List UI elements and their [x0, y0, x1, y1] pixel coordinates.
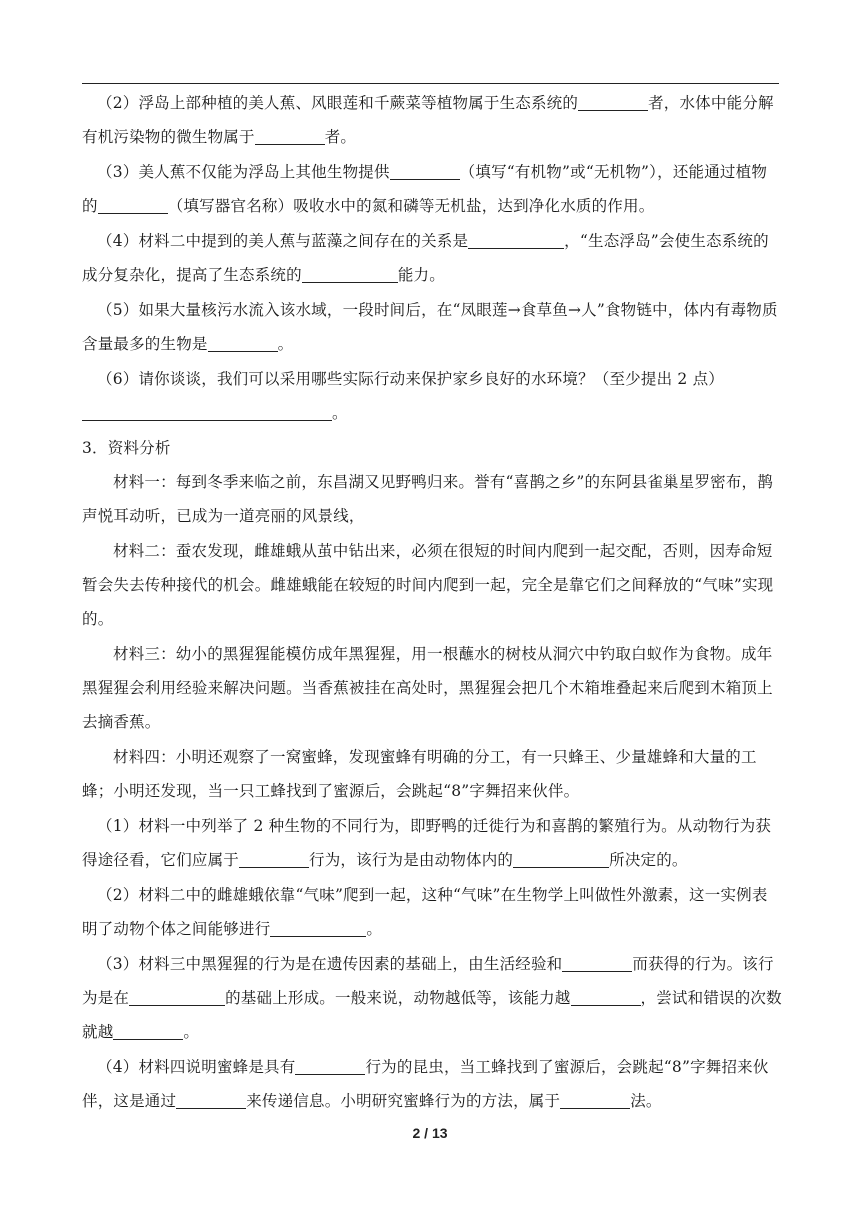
material-4: 材料四：小明还观察了一窝蜜蜂，发现蜜蜂有明确的分工，有一只蜂王、少量雄蜂和大量的工蜂；小明还发现，当一只工蜂找到了蜜源后，会跳起“8”字舞招来伙伴。 — [82, 748, 757, 800]
question-3-1 — [82, 809, 782, 877]
text: （1）材料一中列举了 2 种生物的不同行为，即野鸭的迁徙行为和喜鹊的繁殖行为。从动物行为获得途径看，它们应属于 — [82, 817, 772, 869]
text: （2）浮岛上部种植的美人蕉、风眼莲和千蕨菜等植物属于生态系统的 — [97, 94, 579, 112]
question-2-4 — [82, 224, 782, 292]
question-3-3 — [82, 947, 782, 1049]
answer-blank[interactable] — [255, 126, 325, 145]
answer-blank[interactable] — [176, 1090, 246, 1109]
answer-blank[interactable] — [208, 333, 278, 352]
text: （5）如果大量核污水流入该水域，一段时间后，在“凤眼莲→食草鱼→人”食物链中，体内有毒物质含量最多的生物是 — [82, 301, 778, 353]
text: ，尝试和错误的次数就越 — [82, 989, 782, 1041]
answer-blank[interactable] — [295, 1056, 365, 1075]
text: 能力。 — [397, 266, 445, 284]
text: 。 — [332, 404, 348, 422]
header-rule — [82, 83, 779, 84]
question-2-6 — [82, 362, 782, 430]
answer-blank[interactable] — [113, 1021, 183, 1040]
answer-blank[interactable] — [578, 92, 648, 111]
text: ，“生态浮岛”会使生态系统的成分复杂化，提高了生态系统的 — [82, 232, 769, 284]
question-2-3 — [82, 155, 782, 223]
answer-blank[interactable] — [98, 195, 168, 214]
material-3: 材料三：幼小的黑猩猩能模仿成年黑猩猩，用一根蘸水的树枝从洞穴中钓取白蚁作为食物。成年黑猩猩会利用经验来解决问题。当香蕉被挂在高处时，黑猩猩会把几个木箱堆叠起来后爬到木箱顶上去摘香蕉。 — [82, 645, 773, 731]
answer-blank[interactable] — [239, 849, 309, 868]
answer-blank[interactable] — [560, 1090, 630, 1109]
text: 者，水体中能分解有机污染物的微生物属于 — [82, 94, 774, 146]
material-2: 材料二：蚕农发现，雌雄蛾从茧中钻出来，必须在很短的时间内爬到一起交配，否则，因寿命短暂会失去传种接代的机会。雌雄蛾能在较短的时间内爬到一起，完全是靠它们之间释放的“气味”实现的。 — [82, 542, 774, 628]
text: （填写“有机物”或“无机物”），还能通过植物的 — [82, 163, 768, 215]
question-3-2 — [82, 878, 782, 946]
text: （2）材料二中的雌雄蛾依靠“气味”爬到一起，这种“气味”在生物学上叫做性外激素，这一实例表明了动物个体之间能够进行 — [82, 886, 768, 938]
question-3-4 — [82, 1050, 782, 1118]
text: 法。 — [630, 1092, 662, 1110]
text: 行为，该行为是由动物体内的 — [309, 851, 514, 869]
answer-blank[interactable] — [302, 264, 398, 283]
text: 而获得的行为。该行为是在 — [82, 955, 774, 1007]
answer-blank[interactable] — [390, 161, 460, 180]
text: 来传递信息。小明研究蜜蜂行为的方法，属于 — [246, 1092, 561, 1110]
text: 。 — [366, 920, 383, 938]
text: （6）请你谈谈，我们可以采用哪些实际行动来保护家乡良好的水环境？（至少提出 2 点） — [97, 370, 724, 388]
question-2-2 — [82, 86, 782, 154]
answer-blank[interactable] — [82, 402, 332, 421]
answer-blank[interactable] — [571, 987, 641, 1006]
text: 所决定的。 — [609, 851, 688, 869]
text: （4）材料四说明蜜蜂是具有 — [97, 1058, 296, 1076]
answer-blank[interactable] — [562, 953, 632, 972]
text: （填写器官名称）吸收水中的氮和磷等无机盐，达到净化水质的作用。 — [167, 197, 655, 215]
text: （3）材料三中黑猩猩的行为是在遗传因素的基础上，由生活经验和 — [97, 955, 563, 973]
answer-blank[interactable] — [513, 849, 609, 868]
text: 。 — [277, 335, 294, 353]
text: 的基础上形成。一般来说，动物越低等，该能力越 — [225, 989, 571, 1007]
answer-blank[interactable] — [468, 230, 564, 249]
question-3-heading: 3．资料分析 — [82, 439, 171, 457]
page-number: 2 / 13 — [412, 1125, 448, 1141]
question-2-5 — [82, 293, 782, 361]
answer-blank[interactable] — [270, 918, 366, 937]
text: 行为的昆虫，当工蜂找到了蜜源后，会跳起“8”字舞招来伙伴，这是通过 — [82, 1058, 769, 1110]
text: （4）材料二中提到的美人蕉与蓝藻之间存在的关系是 — [97, 232, 469, 250]
text: 。 — [183, 1023, 200, 1041]
material-1: 材料一：每到冬季来临之前，东昌湖又见野鸭归来。誉有“喜鹊之乡”的东阿县雀巢星罗密布，鹊声悦耳动听，已成为一道亮丽的风景线， — [82, 473, 773, 525]
answer-blank[interactable] — [129, 987, 225, 1006]
text: 者。 — [324, 128, 357, 146]
text: （3）美人蕉不仅能为浮岛上其他生物提供 — [97, 163, 390, 181]
